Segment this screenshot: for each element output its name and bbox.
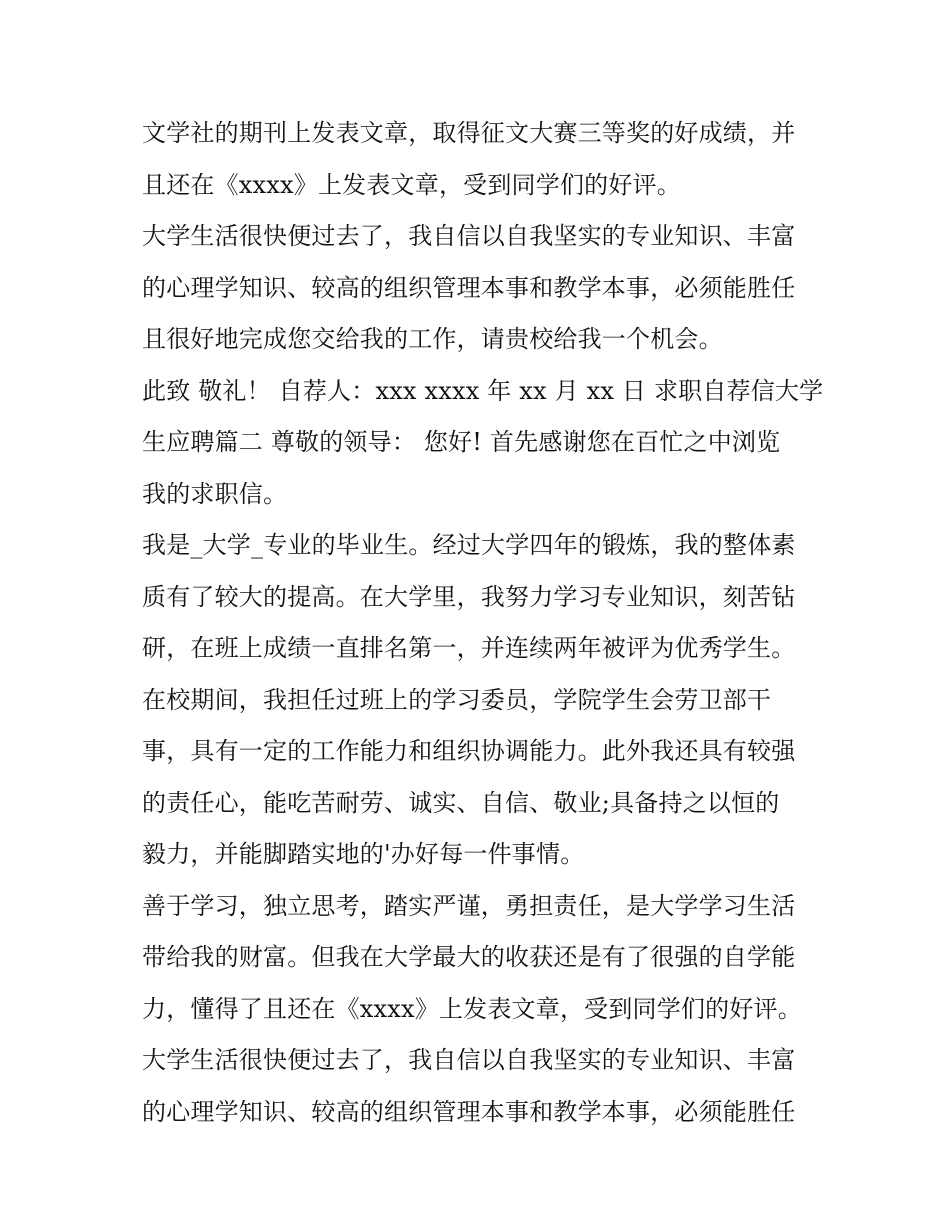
text-line: 力，懂得了且还在《xxxx》上发表文章，受到同学们的好评。 — [142, 994, 802, 1023]
text-line: 毅力，并能脚踏实地的'办好每一件事情。 — [142, 840, 585, 868]
text-line: 文学社的期刊上发表文章，取得征文大赛三等奖的好成绩，并 — [142, 119, 796, 147]
text-line: 在校期间，我担任过班上的学习委员，学院学生会劳卫部干 — [142, 685, 772, 714]
text-line: 此致 敬礼！ 自荐人：xxx xxxx 年 xx 月 xx 日 求职自荐信大学 — [142, 376, 824, 405]
text-line: 质有了较大的提高。在大学里，我努力学习专业知识，刻苦钻 — [142, 582, 796, 611]
text-line: 我的求职信。 — [142, 479, 288, 508]
text-line: 研，在班上成绩一直排名第一，并连续两年被评为优秀学生。 — [142, 634, 796, 662]
text-line: 的心理学知识、较高的组织管理本事和教学本事，必须能胜任 — [142, 273, 796, 302]
text-line: 大学生活很快便过去了，我自信以自我坚实的专业知识、丰富 — [142, 1046, 796, 1074]
text-line: 的责任心，能吃苦耐劳、诚实、自信、敬业;具备持之以恒的 — [142, 788, 780, 817]
document-body — [142, 108, 822, 1138]
text-line: 我是_大学_专业的毕业生。经过大学四年的锻炼，我的整体素 — [142, 531, 796, 559]
text-line: 事，具有一定的工作能力和组织协调能力。此外我还具有较强 — [142, 737, 796, 765]
text-line: 的心理学知识、较高的组织管理本事和教学本事，必须能胜任 — [142, 1097, 796, 1126]
text-line: 生应聘篇二 尊敬的领导： 您好! 首先感谢您在百忙之中浏览 — [142, 428, 781, 456]
text-line: 大学生活很快便过去了，我自信以自我坚实的专业知识、丰富 — [142, 222, 796, 250]
text-line: 且很好地完成您交给我的工作，请贵校给我一个机会。 — [142, 325, 723, 353]
text-line: 善于学习，独立思考，踏实严谨，勇担责任，是大学学习生活 — [142, 891, 796, 920]
text-line: 且还在《xxxx》上发表文章，受到同学们的好评。 — [142, 170, 681, 199]
text-line: 带给我的财富。但我在大学最大的收获还是有了很强的自学能 — [142, 943, 796, 971]
